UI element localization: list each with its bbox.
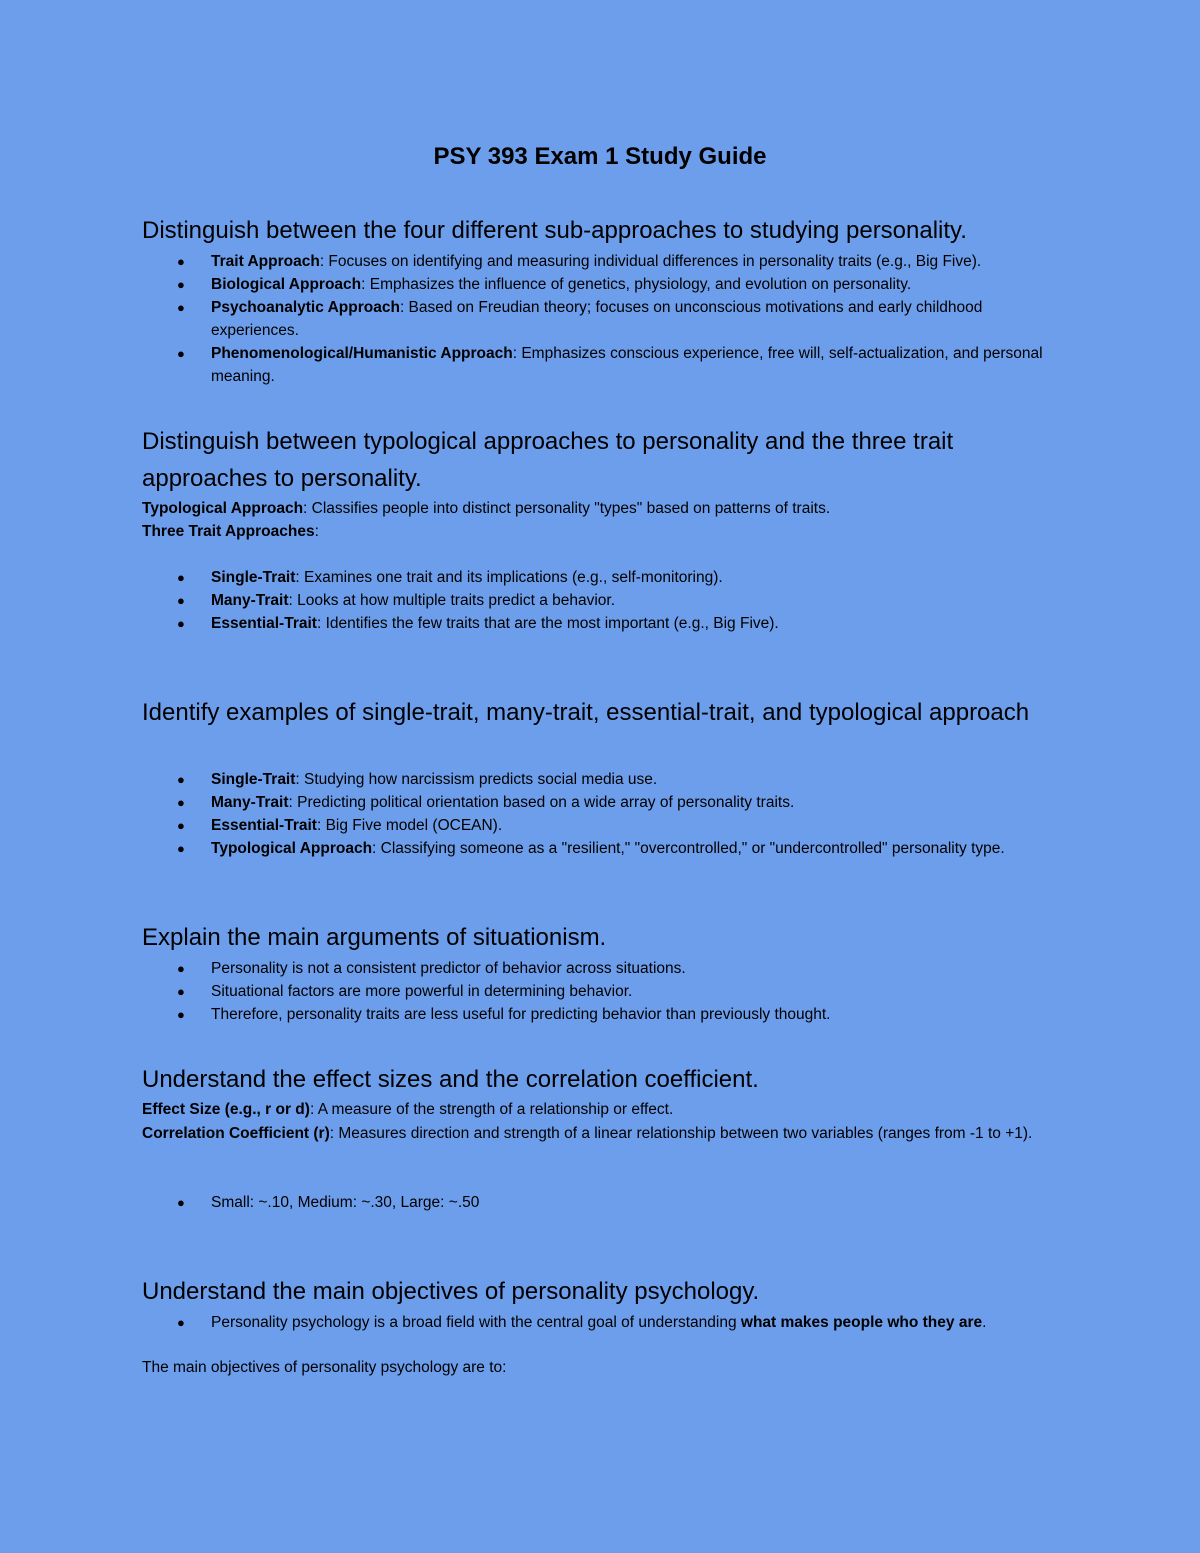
definition: : Emphasizes conscious experience, free will, self-actualization, and personal meaning. [211, 345, 1043, 385]
list-item [142, 980, 1062, 1003]
definition: : Classifying someone as a "resilient," "overcontrolled," or "undercontrolled" personality type. [372, 840, 1005, 857]
section-3-list [142, 768, 1062, 860]
section-5-heading: Understand the effect sizes and the correlation coefficient. [142, 1066, 759, 1093]
section-6-list [142, 1311, 1062, 1334]
section-4-heading: Explain the main arguments of situationism. [142, 924, 607, 951]
list-item [142, 612, 1062, 635]
definition: : Big Five model (OCEAN). [316, 817, 503, 834]
definition: : Examines one trait and its implications (e.g., self-monitoring). [295, 569, 723, 586]
bullet-icon: ● [177, 772, 185, 787]
term: Typological Approach [211, 840, 373, 857]
term: Phenomenological/Humanistic Approach [211, 345, 513, 362]
bullet-icon: ● [177, 984, 185, 999]
list-item [142, 566, 1062, 589]
effect-size-definition [142, 1098, 1062, 1121]
bullet-icon: ● [177, 1195, 185, 1210]
list-item [142, 342, 1062, 388]
bullet-icon: ● [177, 1315, 185, 1330]
bullet-icon: ● [177, 841, 185, 856]
item-text: Small: ~.10, Medium: ~.30, Large: ~.50 [211, 1194, 480, 1211]
term: Biological Approach [211, 276, 362, 293]
section-1-heading: Distinguish between the four different sub-approaches to studying personality. [142, 217, 967, 244]
list-item [142, 589, 1062, 612]
item-text: Personality psychology is a broad field with the central goal of understanding [211, 1314, 741, 1331]
objectives-intro: The main objectives of personality psychology are to: [142, 1359, 507, 1376]
bullet-icon: ● [177, 1007, 185, 1022]
term: Essential-Trait [211, 615, 317, 632]
list-item [142, 250, 1062, 273]
item-text: Situational factors are more powerful in determining behavior. [211, 983, 633, 1000]
term: Single-Trait [211, 569, 296, 586]
definition: : Identifies the few traits that are the most important (e.g., Big Five). [316, 615, 779, 632]
bullet-icon: ● [177, 818, 185, 833]
bullet-icon: ● [177, 961, 185, 976]
list-item [142, 1191, 1062, 1214]
item-text: Therefore, personality traits are less useful for predicting behavior than previously thought. [211, 1006, 831, 1023]
bullet-icon: ● [177, 300, 185, 315]
section-2-list [142, 566, 1062, 635]
definition: : Studying how narcissism predicts social media use. [295, 771, 658, 788]
definition: : A measure of the strength of a relationship or effect. [309, 1101, 674, 1118]
term: Psychoanalytic Approach [211, 299, 400, 316]
section-3-heading: Identify examples of single-trait, many-trait, essential-trait, and typological approach [142, 699, 1030, 726]
term: Effect Size (e.g., r or d) [142, 1101, 310, 1118]
term: Three Trait Approaches [142, 523, 315, 540]
bullet-icon: ● [177, 346, 185, 361]
list-item [142, 273, 1062, 296]
section-5-list [142, 1191, 1062, 1214]
definition: : Emphasizes the influence of genetics, physiology, and evolution on personality. [361, 276, 912, 293]
document-title: PSY 393 Exam 1 Study Guide [433, 143, 767, 170]
list-item [142, 296, 1062, 342]
list-item [142, 1311, 1062, 1334]
typological-definition [142, 497, 1062, 520]
bullet-icon: ● [177, 570, 185, 585]
bullet-icon: ● [177, 254, 185, 269]
list-item [142, 791, 1062, 814]
term: Essential-Trait [211, 817, 317, 834]
correlation-definition [142, 1122, 1062, 1145]
bullet-icon: ● [177, 593, 185, 608]
item-text: Personality is not a consistent predictor of behavior across situations. [211, 960, 686, 977]
definition: : Measures direction and strength of a linear relationship between two variables (ranges from -1 to +1). [329, 1125, 1033, 1142]
item-emphasis: what makes people who they are [740, 1314, 983, 1331]
definition: : Looks at how multiple traits predict a behavior. [288, 592, 616, 609]
item-end: . [982, 1314, 987, 1331]
term: Many-Trait [211, 592, 289, 609]
definition: : Focuses on identifying and measuring individual differences in personality traits (e.g., Big Five). [319, 253, 982, 270]
term: Typological Approach [142, 500, 304, 517]
term: Many-Trait [211, 794, 289, 811]
term: Trait Approach [211, 253, 320, 270]
three-trait-label [142, 520, 1062, 543]
list-item [142, 837, 1062, 860]
bullet-icon: ● [177, 795, 185, 810]
definition: : Classifies people into distinct personality "types" based on patterns of traits. [303, 500, 831, 517]
bullet-icon: ● [177, 616, 185, 631]
section-1-list [142, 250, 1062, 388]
list-item [142, 814, 1062, 837]
list-item [142, 1003, 1062, 1026]
section-4-list [142, 957, 1062, 1026]
term: Correlation Coefficient (r) [142, 1125, 330, 1142]
section-2-heading: Distinguish between typological approaches to personality and the three trait approaches to personality. [142, 428, 954, 492]
list-item [142, 957, 1062, 980]
term: Single-Trait [211, 771, 296, 788]
list-item [142, 768, 1062, 791]
definition: : Based on Freudian theory; focuses on unconscious motivations and early childhood experiences. [211, 299, 983, 339]
section-6-heading: Understand the main objectives of personality psychology. [142, 1278, 760, 1305]
definition: : Predicting political orientation based on a wide array of personality traits. [288, 794, 795, 811]
definition: : [314, 523, 319, 540]
bullet-icon: ● [177, 277, 185, 292]
